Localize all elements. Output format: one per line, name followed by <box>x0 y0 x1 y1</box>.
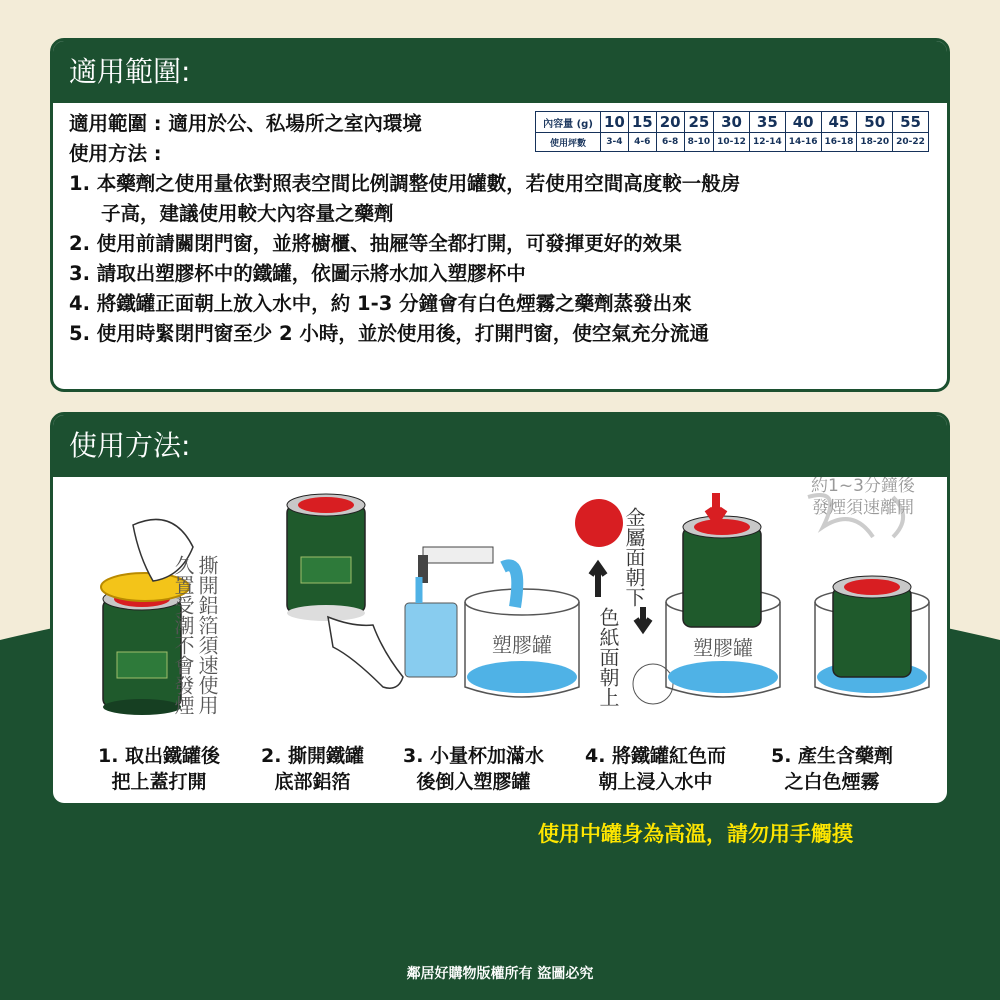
table-cell: 45 <box>821 112 857 133</box>
vertical-note-1: 撕開鋁箔須速使用 <box>195 555 219 715</box>
step3-jar-icon <box>465 565 579 697</box>
table-cell: 6-8 <box>656 133 684 152</box>
instruction-2: 2. 使用前請關閉門窗，並將櫥櫃、抽屜等全都打開，可發揮更好的效果 <box>69 232 682 255</box>
table-cell: 16-18 <box>821 133 857 152</box>
cup-label-1: 塑膠罐 <box>492 633 552 657</box>
table-cell: 30 <box>714 112 750 133</box>
step-1-line1: 1. 取出鐵罐後 <box>98 745 221 767</box>
table-cell: 35 <box>749 112 785 133</box>
table-cell: 10 <box>601 112 629 133</box>
table-row <box>536 133 929 152</box>
steps-illustration <box>53 477 947 747</box>
method-panel <box>50 412 950 806</box>
scope-panel-title: 適用範圍: <box>53 41 947 103</box>
footer-copyright: 鄰居好購物版權所有 盜圖必究 <box>406 966 594 982</box>
vertical-note-2: 久置受潮不會發煙 <box>171 555 195 715</box>
table-cell: 25 <box>684 112 714 133</box>
table-cell: 14-16 <box>785 133 821 152</box>
table-cell: 55 <box>893 112 929 133</box>
table-cell: 10-12 <box>714 133 750 152</box>
table-cell: 50 <box>857 112 893 133</box>
step-3-line2: 後倒入塑膠罐 <box>416 771 531 793</box>
step-2-caption <box>261 743 364 795</box>
step4-jar-icon <box>666 493 780 697</box>
smoke-note-1: 約1~3分鐘後 <box>811 477 915 496</box>
step-4-line1: 4. 將鐵罐紅色而 <box>585 745 727 767</box>
step-5-caption <box>771 743 893 795</box>
warning-text: 使用中罐身為高溫，請勿用手觸摸 <box>538 822 853 846</box>
metal-note: 金屬面朝下 <box>622 507 646 607</box>
table-cell: 40 <box>785 112 821 133</box>
step-4-line2: 朝上浸入水中 <box>598 771 713 793</box>
step1-can-icon <box>103 588 181 715</box>
usage-table <box>535 111 929 152</box>
table-row <box>536 112 929 133</box>
cup-label-2: 塑膠罐 <box>693 636 753 660</box>
table-header-cell: 使用坪數 <box>536 133 601 152</box>
table-cell: 3-4 <box>601 133 629 152</box>
step-1-line2: 把上蓋打開 <box>111 771 207 793</box>
step5-smoke-icon <box>808 477 929 697</box>
instruction-1-cont: 子高，建議使用較大內容量之藥劑 <box>101 202 394 225</box>
table-cell: 15 <box>628 112 656 133</box>
step-3-line1: 3. 小量杯加滿水 <box>403 745 545 767</box>
instruction-1: 1. 本藥劑之使用量依對照表空間比例調整使用罐數，若使用空間高度較一般房 <box>69 172 741 195</box>
instruction-4: 4. 將鐵罐正面朝上放入水中，約 1-3 分鐘會有白色煙霧之藥劑蒸發出來 <box>69 292 692 315</box>
step-3-caption <box>403 743 544 795</box>
step-2-line1: 2. 撕開鐵罐 <box>261 745 365 767</box>
step-2-line2: 底部鋁箔 <box>274 771 351 793</box>
scope-line: 適用範圍 : 適用於公、私場所之室內環境 <box>69 112 422 135</box>
step-5-line1: 5. 產生含藥劑 <box>771 745 894 767</box>
smoke-note-2: 發煙須速離開 <box>812 498 914 518</box>
table-cell: 12-14 <box>749 133 785 152</box>
table-header-cell: 內容量 (g) <box>536 112 601 133</box>
step2-can-icon <box>287 494 403 688</box>
instruction-3: 3. 請取出塑膠杯中的鐵罐，依圖示將水加入塑膠杯中 <box>69 262 526 285</box>
method-panel-title: 使用方法: <box>53 415 947 477</box>
table-cell: 18-20 <box>857 133 893 152</box>
table-cell: 4-6 <box>628 133 656 152</box>
table-cell: 8-10 <box>684 133 714 152</box>
method-line: 使用方法 : <box>69 142 162 165</box>
step-5-line2: 之白色煙霧 <box>784 771 880 793</box>
step-4-caption <box>585 743 726 795</box>
scope-panel <box>50 38 950 392</box>
step-1-caption <box>98 743 220 795</box>
table-cell: 20 <box>656 112 684 133</box>
table-cell: 20-22 <box>893 133 929 152</box>
paper-note: 色紙面朝上 <box>596 607 620 707</box>
instruction-5: 5. 使用時緊閉門窗至少 2 小時，並於使用後，打開門窗，使空氣充分流通 <box>69 322 709 345</box>
step3-faucet-icon <box>405 547 493 677</box>
